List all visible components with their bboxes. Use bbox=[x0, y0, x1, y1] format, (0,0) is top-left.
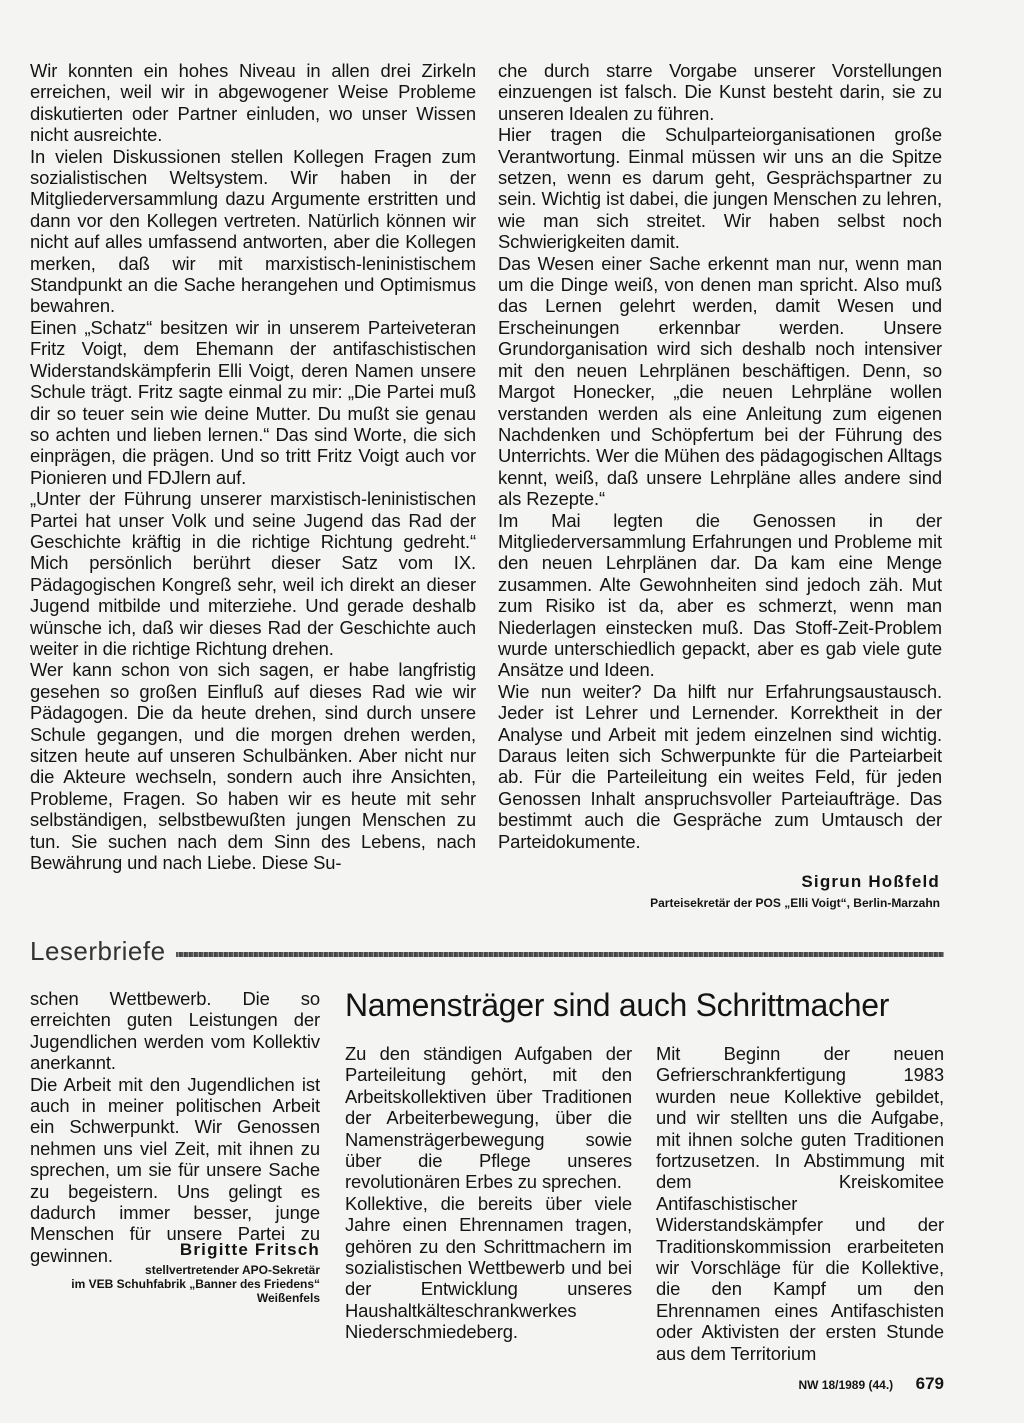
section-header bbox=[30, 934, 944, 968]
paragraph: „Unter der Führung unserer marxistisch-leninistischen Partei hat unser Volk und seine Jugend das Rad der Geschichte kräftig in die richtige Richtung gedreht.“ Mich persönlich berührt dieser Satz vom IX. Pädagogischen Kongreß sehr, weil ich direkt an dieser Jugend mitbilde und miterziehe. Und gerade deshalb wünsche ich, daß wir dieses Rad der Geschichte auch weiter in die richtige Richtung drehen. bbox=[30, 488, 476, 659]
author-signature bbox=[560, 872, 940, 911]
letter-signature bbox=[30, 1240, 320, 1305]
author-role-line: stellvertretender APO-Sekretär bbox=[145, 1263, 320, 1277]
page-number: 679 bbox=[915, 1374, 944, 1393]
issue-reference: NW 18/1989 (44.) bbox=[798, 1378, 894, 1392]
paragraph: che durch starre Vorgabe unserer Vorstellungen einzuengen ist falsch. Die Kunst besteht darin, sie zu unseren Idealen zu führen. bbox=[498, 60, 942, 124]
paragraph: Zu den ständigen Aufgaben der Parteileitung gehört, mit den Arbeitskollektiven über Traditionen der Arbeiterbewegung, über die Namensträgerbewegung sowie über die Pflege unseres revolutionären Erbes zu sprechen. bbox=[345, 1043, 632, 1193]
article-title: Namensträger sind auch Schrittmacher bbox=[345, 987, 890, 1023]
paragraph: In vielen Diskussionen stellen Kollegen Fragen zum sozialistischen Weltsystem. Wir haben in der Mitgliederversammlung dazu Argumente erstritten und dann vor den Kollegen vertreten. Natürlich können wir nicht auf alles umfassend antworten, aber die Kollegen merken, daß wir mit marxistisch-leninistischem Standpunkt an die Sache herangehen und Optimismus bewahren. bbox=[30, 145, 476, 317]
paragraph: Das Wesen einer Sache erkennt man nur, wenn man um die Dinge weiß, von denen man spricht. Also muß das Lernen gelehrt werden, damit Wesen und Erscheinungen erkennbar werden. Unsere Grundorganisation wird sich deshalb noch intensiver mit den neuen Lehrplänen beschäftigen. Denn, so Margot Honecker, „die neuen Lehrpläne wollen verstanden werden als eine Anleitung zum eigenen Nachdenken und Schöpfertum bei der Führung des Unterrichts. Wer die Mühen des pädagogischen Alltags kennt, weiß, daß unsere Lehrpläne alles andere sind als Rezepte.“ bbox=[498, 252, 942, 510]
author-name: Brigitte Fritsch bbox=[179, 1240, 320, 1259]
author-name: Sigrun Hoßfeld bbox=[801, 872, 940, 891]
paragraph: Mit Beginn der neuen Gefrierschrankfertigung 1983 wurden neue Kollektive gebildet, und wir stellten uns die Aufgabe, mit ihnen solche guten Traditionen fortzusetzen. In Abstimmung mit dem Kreiskomitee Antifaschistischer Widerstandskämpfer und der Traditionskommission erarbeiteten wir Vorschläge für die Kollektive, die den Kampf um den Ehrennamen eines Antifaschisten oder Aktivisten der ersten Stunde aus dem Territorium bbox=[656, 1043, 944, 1364]
paragraph: Wie nun weiter? Da hilft nur Erfahrungsaustausch. Jeder ist Lehrer und Lernender. Korrektheit in der Analyse und Arbeit mit jedem einzelnen sind wichtig. Daraus leiten sich Schwerpunkte für die Parteiarbeit ab. Für die Parteileitung ein weites Feld, für jeden Genossen Inhalt anspruchsvoller Parteiaufträge. Das bestimmt auch die Gespräche zum Umtausch der Parteidokumente. bbox=[498, 680, 942, 852]
author-role-line: Weißenfels bbox=[256, 1291, 320, 1305]
paragraph: schen Wettbewerb. Die so erreichten guten Leistungen der Jugendlichen werden vom Kollektiv anerkannt. bbox=[30, 988, 320, 1074]
author-role bbox=[30, 1263, 320, 1305]
section-divider bbox=[176, 952, 944, 957]
paragraph: Im Mai legten die Genossen in der Mitgliederversammlung Erfahrungen und Probleme mit den neuen Lehrplänen dar. Da kam eine Menge zusammen. Alte Gewohnheiten sind jedoch zäh. Mut zum Risiko ist da, aber es schmerzt, wenn man Niederlagen einstecken muß. Das Stoff-Zeit-Problem wurde unterschiedlich gepackt, aber es gab viele gute Ansätze und Ideen. bbox=[498, 509, 942, 681]
paragraph: Kollektive, die bereits über viele Jahre einen Ehrennamen tragen, gehören zu den Schrittmachern im sozialistischen Wettbewerb und bei der Entwicklung unseres Haushaltkälteschrankwerkes Niederschmiedeberg. bbox=[345, 1192, 632, 1343]
letter-column-right bbox=[656, 1043, 944, 1364]
page-footer bbox=[730, 1374, 944, 1394]
author-role: Parteisekretär der POS „Elli Voigt“, Berlin-Marzahn bbox=[650, 896, 940, 910]
paragraph: Wer kann schon von sich sagen, er habe langfristig gesehen so großen Einfluß auf dieses Rad wie wir Pädagogen. Die da heute drehen, sind durch unsere Schule gegangen, und die morgen drehen werden, sitzen heute auf unseren Schulbänken. Aber nicht nur die Akteure wechseln, sondern auch ihre Ansichten, Probleme, Fragen. So haben wir es heute mit sehr selbständigen, selbstbewußten jungen Menschen zu tun. Sie suchen nach dem Sinn des Lebens, nach Bewährung und nach Liebe. Diese Su- bbox=[30, 659, 476, 874]
letter-column-middle bbox=[345, 1043, 632, 1343]
paragraph: Einen „Schatz“ besitzen wir in unserem Parteiveteran Fritz Voigt, dem Ehemann der antifaschistischen Widerstandskämpferin Elli Voigt, deren Namen unsere Schule trägt. Fritz sagte einmal zu mir: „Die Partei muß dir so teuer sein wie deine Mutter. Du mußt sie genau so achten und lieben lernen.“ Das sind Worte, die sich einprägen, die prägen. Und so tritt Fritz Voigt auch vor Pionieren und FDJlern auf. bbox=[30, 316, 476, 488]
section-label: Leserbriefe bbox=[30, 935, 166, 966]
article-column-right bbox=[498, 60, 942, 852]
paragraph: Hier tragen die Schulparteiorganisationen große Verantwortung. Einmal müssen wir uns an die Spitze setzen, wenn es darum geht, Gesprächspartner zu sein. Wichtig ist dabei, die jungen Menschen zu lehren, wie man sich streitet. Wir haben selbst noch Schwierigkeiten damit. bbox=[498, 124, 942, 253]
article-column-left bbox=[30, 60, 476, 873]
letter-column bbox=[30, 988, 320, 1266]
author-role-line: im VEB Schuhfabrik „Banner des Friedens“ bbox=[71, 1277, 320, 1291]
paragraph: Wir konnten ein hohes Niveau in allen drei Zirkeln erreichen, weil wir in abgewogener Weise Probleme diskutierten oder Partner einluden, wo unser Wissen nicht ausreichte. bbox=[30, 60, 476, 146]
paragraph: Die Arbeit mit den Jugendlichen ist auch in meiner politischen Arbeit ein Schwerpunkt. Wir Genossen nehmen uns viel Zeit, mit ihnen zu sprechen, um sie für unsere Sache zu begeistern. Uns gelingt es dadurch immer besser, junge Menschen für unsere Partei zu gewinnen. bbox=[30, 1073, 320, 1266]
